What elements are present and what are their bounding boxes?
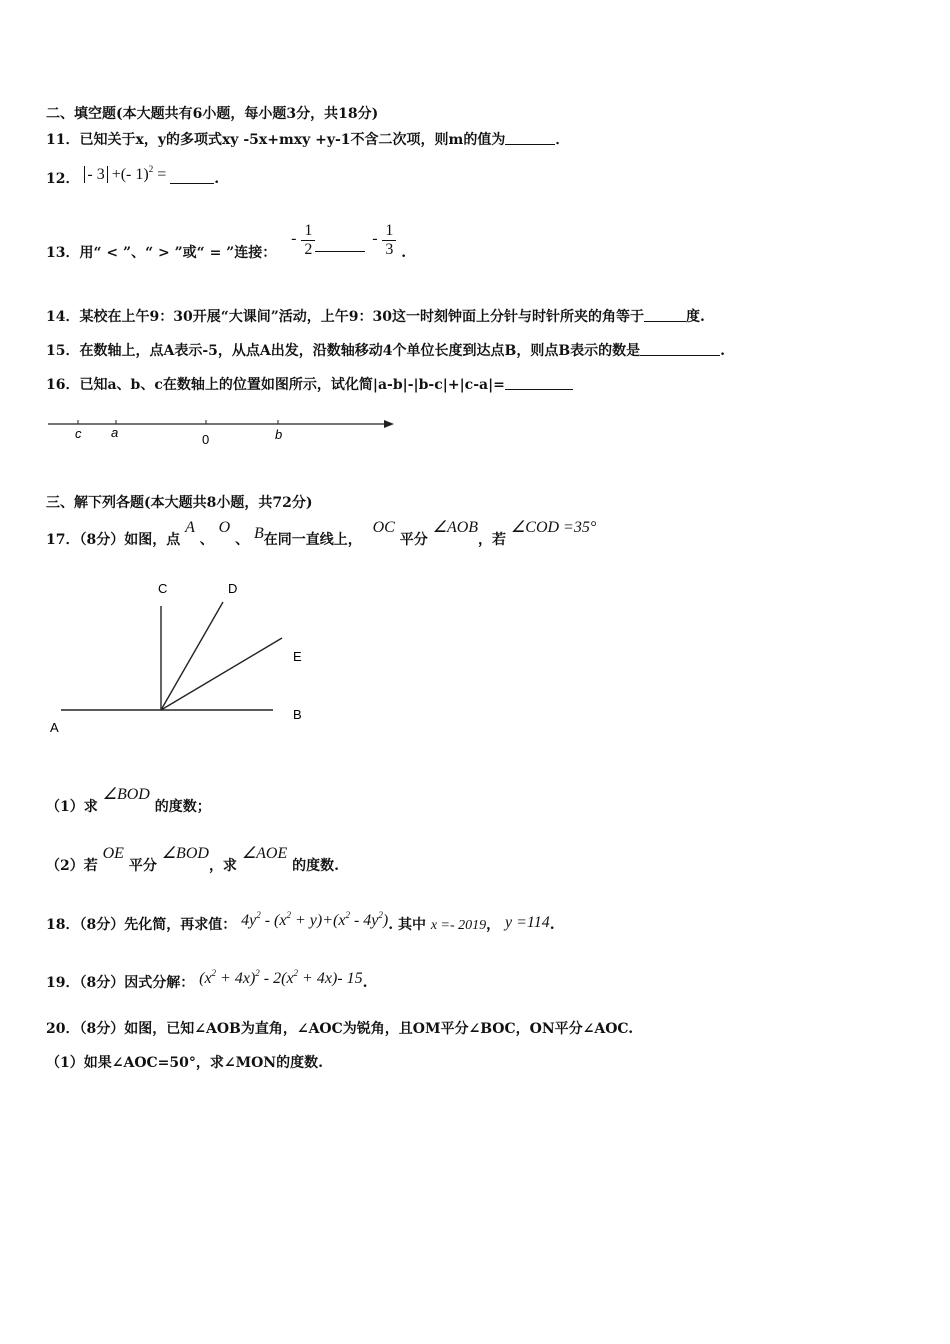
question-17-part-2: （2）若 OE 平分 ∠BOD，求 ∠AOE 的度数. [46, 845, 340, 874]
q11-answer-blank [505, 132, 555, 145]
label-D: D [228, 581, 238, 596]
q19-expression: $(x^2 + 4x)^2 - 2(x^2 + 4x)-$ 15 [199, 968, 363, 987]
figure-17-angles [40, 572, 320, 742]
question-18: 18．（8分）先化简，再求值： $4y^2 - (x^2 + y)+(x^2 - 4y^2)$. 其中 x =- 2019， y =114. [46, 910, 555, 933]
number-line-figure [40, 410, 410, 450]
q14-answer-blank [644, 309, 686, 322]
fraction-one-half: $\frac{1}{2}$ [301, 222, 315, 259]
question-12: 12． - 3 +(- 1)$^2$ = . [46, 164, 220, 187]
question-16: 16．已知a、b、c在数轴上的位置如图所示，试化简|a-b|-|b-c|+|c-a|= [46, 374, 573, 394]
label-E: E [293, 649, 302, 664]
section-3-title: 三、解下列各题(本大题共8小题，共72分) [46, 495, 313, 511]
question-11: 11．已知关于x，y的多项式xy -5x+mxy +y-1不含二次项，则m的值为 ． [46, 132, 570, 148]
ray-OE [161, 638, 282, 710]
q16-answer-blank [505, 377, 573, 390]
number-line-arrow [384, 420, 394, 428]
label-A: A [50, 720, 59, 735]
question-13: 13．用“ < ”、“ > ”或“ = ”连接： - $\frac{1}{2}$ - $\frac{1}{3}$ . [46, 222, 407, 261]
question-19: 19．（8分）因式分解： $(x^2 + 4x)^2 - 2(x^2 + 4x)-$ 15. [46, 968, 368, 991]
question-20: 20．（8分）如图，已知∠AOB为直角，∠AOC为锐角，且OM平分∠BOC，ON平分∠AOC. [46, 1021, 634, 1037]
q18-expression: $4y^2 - (x^2 + y)+(x^2 - 4y^2)$ [241, 910, 389, 929]
q15-answer-blank [640, 343, 720, 356]
label-C: C [158, 581, 168, 596]
q12-expression: - 3 +(- 1)$^2$ = [84, 166, 170, 183]
question-20-part-1: （1）如果∠AOC=50°，求∠MON的度数. [46, 1055, 323, 1071]
q11-text: 11．已知关于x，y的多项式xy -5x+mxy +y-1不含二次项，则m的值为 [46, 132, 506, 148]
question-14: 14．某校在上午9：30开展“大课间”活动，上午9：30这一时刻钟面上分针与时针所夹的角等于 度. [46, 309, 705, 325]
question-15: 15．在数轴上，点A表示-5，从点A出发，沿数轴移动4个单位长度到达点B，则点B表示的数是 . [46, 343, 726, 359]
label-b: b [275, 427, 283, 442]
q13-answer-blank [315, 239, 365, 252]
question-17: 17．（8分）如图，点 A 、 O 、 B在同一直线上， OC 平分 ∠AOB，若 ∠COD =35° [46, 519, 597, 548]
label-a: a [111, 425, 119, 440]
label-B: B [293, 707, 302, 722]
q12-answer-blank [170, 171, 214, 184]
label-c: c [75, 426, 82, 441]
ray-OD [161, 602, 223, 710]
section-2-title: 二、填空题(本大题共有6小题，每小题3分，共18分) [46, 106, 379, 122]
fraction-one-third: $\frac{1}{3}$ [382, 222, 396, 259]
label-zero: 0 [202, 432, 210, 447]
question-17-part-1: （1）求 ∠BOD 的度数； [46, 786, 211, 815]
